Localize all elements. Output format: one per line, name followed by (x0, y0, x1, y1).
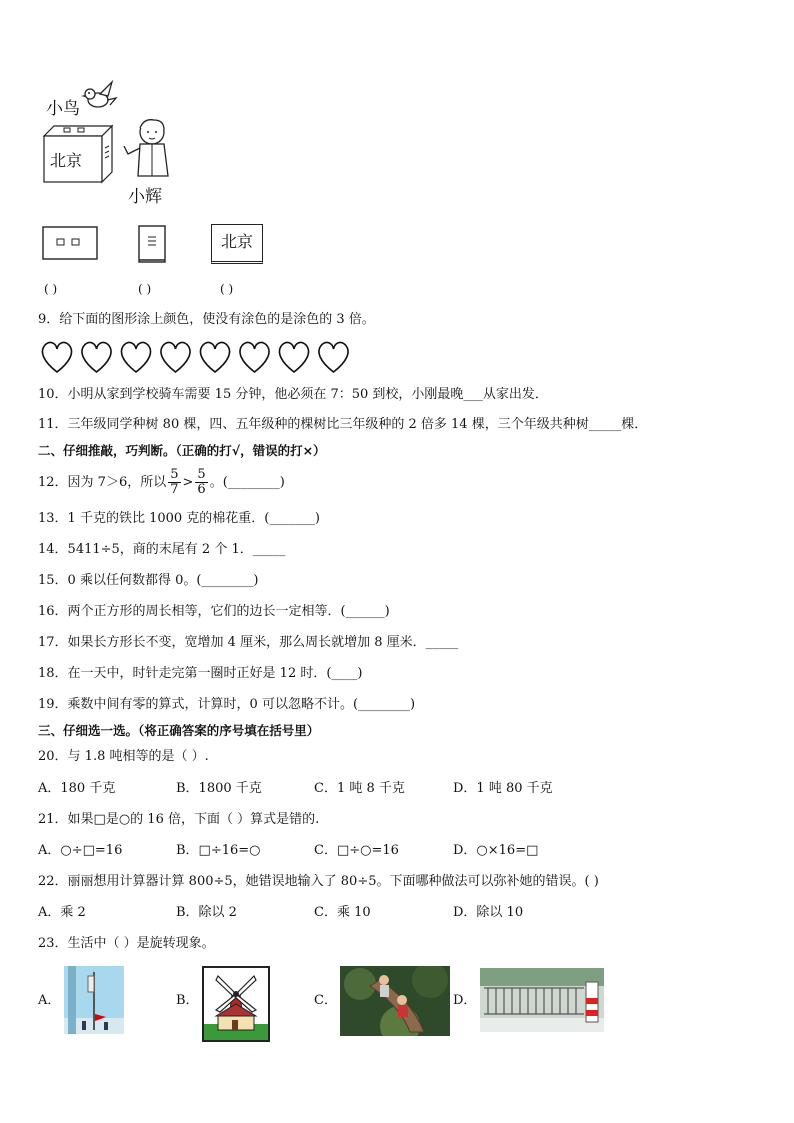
heart-shape[interactable] (42, 342, 71, 372)
q20-option-c[interactable]: C．1 吨 8 千克 (314, 781, 405, 796)
heart-shape[interactable] (200, 342, 229, 372)
question-19: 19．乘数中间有零的算式，计算时，0 可以忽略不计。(________) (38, 697, 416, 712)
q23-option-b[interactable]: B． (176, 993, 199, 1008)
frac2-num: 5 (197, 467, 206, 482)
frac1-num: 5 (170, 467, 179, 482)
heart-shape[interactable] (82, 342, 111, 372)
question-22: 22．丽丽想用计算器计算 800÷5，她错误地输入了 80÷5。下面哪种做法可以弥补她的错误。( ) (38, 874, 599, 889)
fraction-5-6 (195, 468, 207, 497)
question-12 (38, 468, 285, 498)
boy-label: 小辉 (128, 187, 162, 207)
view-answer-1[interactable]: ( ) (44, 282, 58, 296)
heart-shape[interactable] (121, 342, 150, 372)
boy-icon (118, 114, 174, 184)
question-13: 13．1 千克的铁比 1000 克的棉花重．(_______) (38, 511, 320, 526)
gt-sign: > (182, 475, 194, 490)
question-20: 20．与 1.8 吨相等的是（ ）. (38, 749, 209, 764)
view-side-box (138, 225, 168, 265)
q20-option-b[interactable]: B．1800 千克 (176, 781, 262, 796)
question-18: 18．在一天中，时针走完第一圈时正好是 12 时．(____) (38, 666, 363, 681)
q22-option-b[interactable]: B．除以 2 (176, 905, 237, 920)
q20-option-d[interactable]: D．1 吨 80 千克 (453, 781, 553, 796)
frac2-den: 6 (197, 482, 206, 497)
q21-option-c[interactable]: C．□÷○=16 (314, 843, 399, 858)
view-front-label: 北京 (220, 232, 253, 251)
q21-option-a[interactable]: A．○÷□=16 (38, 843, 123, 858)
hearts-group (38, 340, 358, 376)
windmill-picture (202, 966, 270, 1042)
slide-picture (340, 966, 450, 1036)
question-23: 23．生活中（ ）是旋转现象。 (38, 936, 215, 951)
q12-suffix: 。(________) (209, 475, 285, 490)
question-17: 17．如果长方形长不变，宽增加 4 厘米，那么周长就增加 8 厘米．_____ (38, 635, 459, 650)
view-answer-2[interactable]: ( ) (138, 282, 152, 296)
section-3-title: 三、仔细选一选。（将正确答案的序号填在括号里） (38, 723, 320, 738)
sliding-gate-icon (480, 968, 604, 1032)
q22-option-c[interactable]: C．乘 10 (314, 905, 371, 920)
q21-option-d[interactable]: D．○×16=□ (453, 843, 539, 858)
fraction-5-7 (168, 468, 180, 497)
heart-shape[interactable] (161, 342, 190, 372)
bird-label: 小鸟 (46, 99, 80, 119)
question-9: 9．给下面的图形涂上颜色，使没有涂色的是涂色的 3 倍。 (38, 312, 375, 327)
bird-icon (80, 80, 120, 116)
view-top-box (42, 226, 98, 260)
frac1-den: 7 (170, 482, 179, 497)
flagpole-icon (64, 966, 124, 1034)
view-front-box (211, 224, 263, 264)
question-14: 14．5411÷5，商的末尾有 2 个 1．_____ (38, 542, 286, 557)
q21-option-b[interactable]: B．□÷16=○ (176, 843, 261, 858)
q23-option-c[interactable]: C． (314, 993, 337, 1008)
question-21: 21．如果□是○的 16 倍，下面（ ）算式是错的. (38, 812, 320, 827)
question-16: 16．两个正方形的周长相等，它们的边长一定相等．(______) (38, 604, 390, 619)
heart-shape[interactable] (279, 342, 308, 372)
q22-option-d[interactable]: D．除以 10 (453, 905, 524, 920)
heart-shape[interactable] (319, 342, 348, 372)
q22-option-a[interactable]: A．乘 2 (38, 905, 86, 920)
view-answer-3[interactable]: ( ) (220, 282, 234, 296)
box-front-label: 北京 (50, 151, 83, 170)
section-2-title: 二、仔细推敲，巧判断。（正确的打√，错误的打×） (38, 443, 326, 458)
question-15: 15．0 乘以任何数都得 0。(________) (38, 573, 259, 588)
q12-prefix: 12．因为 7＞6，所以 (38, 475, 167, 490)
question-11: 11．三年级同学种树 80 棵，四、五年级种的棵树比三年级种的 2 倍多 14 棵，三个年级共种树_____棵． (38, 417, 648, 432)
heart-shape[interactable] (240, 342, 269, 372)
heart-row (38, 340, 358, 380)
windmill-icon (204, 968, 268, 1040)
q20-option-a[interactable]: A．180 千克 (38, 781, 116, 796)
gate-picture (480, 968, 604, 1032)
flag-raising-picture (64, 966, 124, 1034)
question-10: 10．小明从家到学校骑车需要 15 分钟，他必须在 7：50 到校，小刚最晚___从家出发． (38, 387, 548, 402)
slide-icon (340, 966, 450, 1036)
q23-option-a[interactable]: A． (38, 993, 61, 1008)
q23-option-d[interactable]: D． (453, 993, 477, 1008)
